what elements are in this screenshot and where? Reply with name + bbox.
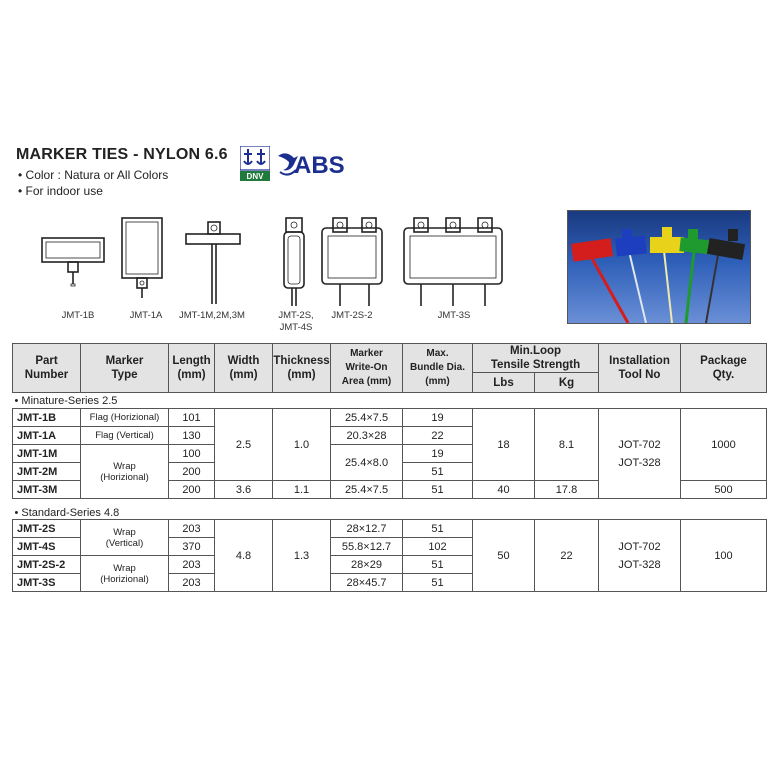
drawing-label-jmt-1a: JMT-1A — [129, 310, 163, 321]
bullet-indoor: • For indoor use — [18, 184, 103, 198]
drawing-label-jmt-2s: JMT-2S, — [278, 310, 314, 321]
section-miniature: • Minature-Series 2.5 — [13, 393, 767, 409]
bullet-color: • Color : Natura or All Colors — [18, 168, 169, 182]
abs-logo: ABS — [276, 150, 356, 182]
table-row: JMT-3S 203 28×45.7 51 — [13, 574, 767, 592]
drawing-label-jmt-2s-2: JMT-2S-2 — [331, 310, 373, 321]
header-kg: Kg — [535, 373, 599, 393]
header-write-on-area: Marker Write-On Area (mm) — [331, 344, 403, 393]
drawing-jmt-1m — [186, 222, 240, 304]
drawing-label-jmt-4s: JMT-4S — [279, 322, 313, 333]
table-row: JMT-4S 370 55.8×12.7 102 — [13, 538, 767, 556]
photo-ties — [571, 227, 745, 323]
product-photo — [567, 210, 751, 324]
table-row: JMT-2M 200 51 — [13, 463, 767, 481]
table-row: JMT-1B Flag (Horizional) 101 2.5 1.0 25.4×7.5 19 18 8.1 JOT-702 JOT-328 1000 — [13, 409, 767, 427]
dnv-logo — [240, 146, 270, 182]
drawing-label-jmt-1b: JMT-1B — [61, 310, 95, 321]
section-standard: • Standard-Series 4.8 — [13, 499, 767, 520]
drawing-label-jmt-1m: JMT-1M,2M,3M — [179, 310, 245, 321]
drawing-jmt-2s-2 — [322, 218, 382, 306]
header-package-qty: Package Qty. — [681, 344, 767, 393]
drawing-jmt-1b — [42, 238, 104, 286]
drawing-label-jmt-3s: JMT-3S — [437, 310, 471, 321]
header-thickness: Thickness (mm) — [273, 344, 331, 393]
tie-drawings — [0, 210, 560, 335]
table-row: JMT-2S Wrap (Vertical) 203 4.8 1.3 28×12.7 51 50 22 JOT-702 JOT-328 100 — [13, 520, 767, 538]
header-tensile: Min.Loop Tensile Strength — [473, 344, 599, 373]
drawing-jmt-2s — [284, 218, 304, 306]
table-row: JMT-1M Wrap (Horizional) 100 25.4×8.0 19 — [13, 445, 767, 463]
page-title: MARKER TIES - NYLON 6.6 — [16, 146, 228, 163]
table-row: JMT-2S-2 Wrap (Horizional) 203 28×29 51 — [13, 556, 767, 574]
header-lbs: Lbs — [473, 373, 535, 393]
table-row: JMT-3M 200 3.6 1.1 25.4×7.5 51 40 17.8 500 — [13, 481, 767, 499]
header-bundle-dia: Max. Bundle Dia. (mm) — [403, 344, 473, 393]
table-row: JMT-1A Flag (Vertical) 130 20.3×28 22 — [13, 427, 767, 445]
spec-table — [12, 343, 767, 592]
header-length: Length (mm) — [169, 344, 215, 393]
drawing-jmt-1a — [122, 218, 162, 298]
header-marker-type: Marker Type — [81, 344, 169, 393]
header-width: Width (mm) — [215, 344, 273, 393]
drawing-jmt-3s — [404, 218, 502, 306]
header-installation-tool: Installation Tool No — [599, 344, 681, 393]
header-part-number: Part Number — [13, 344, 81, 393]
svg-text:DNV: DNV — [246, 172, 264, 181]
